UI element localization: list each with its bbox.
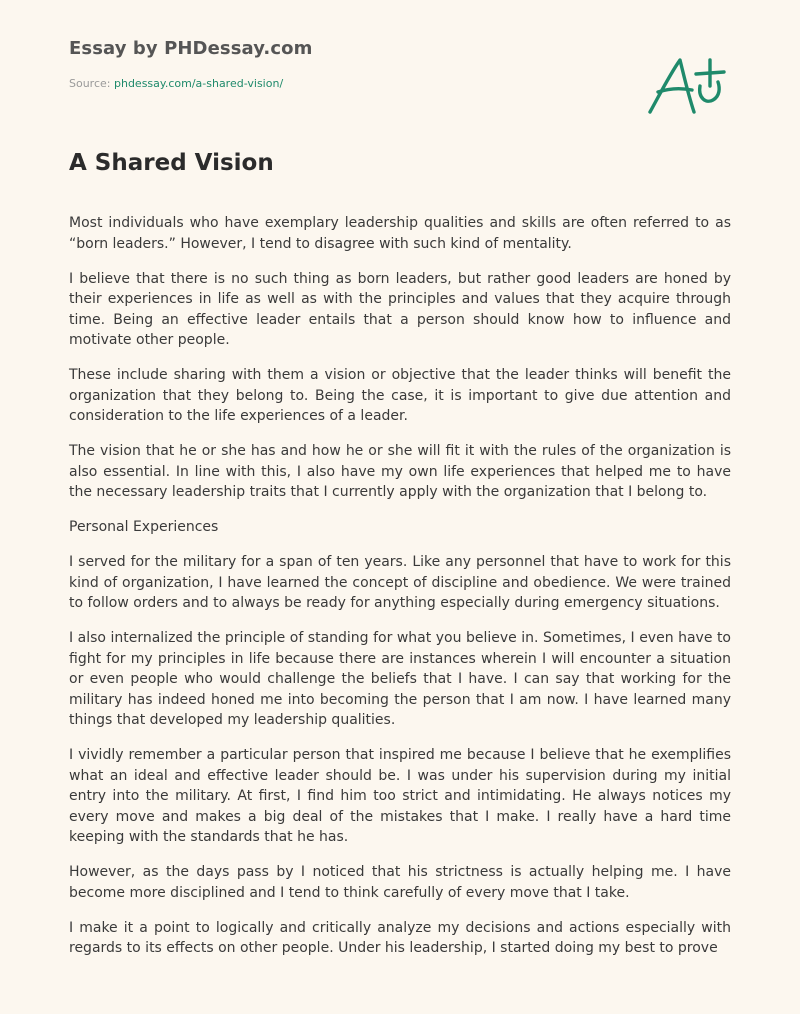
source-link[interactable]: phdessay.com/a-shared-vision/ [113, 77, 284, 90]
paragraph: I served for the military for a span of ten years. Like any personnel that have to work for this kind of organization, I have learned the concept of discipline and obedience. We were trained to follow orders and to always be ready for anything especially during emergency situations. [69, 554, 731, 611]
paragraph: I vividly remember a particular person that inspired me because I believe that he exemplifies what an ideal and effective leader should be. I was under his supervision during my initial entry into the military. At first, I find him too strict and intimidating. He always notices my every move and makes a big deal of the mistakes that I make. I really have a hard time keeping with the standards that he has. [69, 747, 731, 845]
paragraph: These include sharing with them a vision or objective that the leader thinks will benefit the organization that they belong to. Being the case, it is important to give due attention and consideration to the life experiences of a leader. [69, 367, 731, 424]
paragraph: I also internalized the principle of standing for what you believe in. Sometimes, I even have to fight for my principles in life because there are instances wherein I will encounter a situation or even people who would challenge the beliefs that I have. I can say that working for the military has indeed honed me into becoming the person that I am now. I have learned many things that developed my leadership qualities. [69, 630, 731, 728]
paragraph: However, as the days pass by I noticed that his strictness is actually helping me. I have become more disciplined and I tend to think carefully of every move that I take. [69, 864, 731, 901]
section-subheading: Personal Experiences [69, 519, 219, 535]
essay-body [69, 213, 731, 973]
source-label: Source: [69, 77, 114, 90]
a-plus-logo-icon [640, 52, 732, 124]
page-title: A Shared Vision [69, 150, 274, 176]
paragraph: I believe that there is no such thing as born leaders, but rather good leaders are honed by their experiences in life as well as with the principles and values that they acquire through time. Being an effective leader entails that a person should know how to influence and motivate other people. [69, 270, 731, 348]
paragraph: I make it a point to logically and critically analyze my decisions and actions especially with regards to its effects on other people. Under his leadership, I started doing my best to prove [69, 919, 731, 956]
paragraph: The vision that he or she has and how he or she will fit it with the rules of the organization is also essential. In line with this, I also have my own life experiences that helped me to have the necessary leadership traits that I currently apply with the organization that I belong to. [69, 443, 731, 500]
site-header [69, 38, 312, 90]
source-line [69, 77, 312, 90]
paragraph: Most individuals who have exemplary leadership qualities and skills are often referred to as “born leaders.” However, I tend to disagree with such kind of mentality. [69, 215, 731, 252]
site-title: Essay by PHDessay.com [69, 38, 313, 59]
